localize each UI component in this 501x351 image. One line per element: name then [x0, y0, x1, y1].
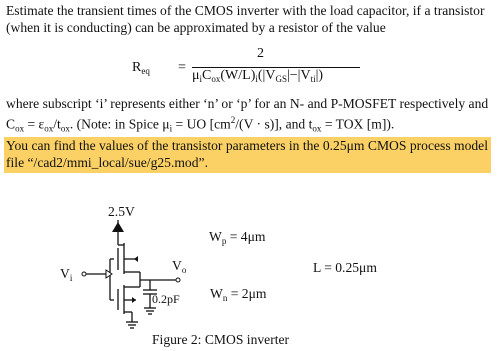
figure-caption: Figure 2: CMOS inverter — [152, 332, 290, 347]
capacitance-label: 0.2pF — [152, 292, 180, 306]
wn-label: $W_n = 2\mu m$ — [210, 286, 267, 303]
formula-numerator: 2 — [257, 46, 264, 61]
formula-equals: = — [178, 60, 186, 75]
input-inverter-icon — [106, 270, 112, 278]
supply-label: 2.5V — [108, 204, 135, 219]
intro-paragraph: Estimate the transient times of the CMOS inverter with the load capacitor, if a transistor (when it is conducting) can be approximated by a resistor of the value — [6, 3, 485, 35]
pmos-arrow-icon — [134, 256, 138, 262]
model-file-paragraph: You can find the values of the transistor parameters in the 0.25μm CMOS process model file “/cad2/mmi_local/sue/g25.mod”. — [6, 138, 488, 170]
definition-paragraph: where subscript ‘i’ represents either ‘n’ or ‘p’ for an N- and P-MOSFET respectively and $C_{ox} = \varepsilon_{ox}/t_{ox}$. (Note: in Spice $\mu_i$ = UO $[cm^2/(V \cdot s)]$, and $t_{ox}$ = TOX [m]). — [6, 96, 489, 134]
formula-lhs: $R_{eq}$ — [132, 60, 150, 76]
nmos-arrow-icon — [132, 297, 136, 303]
input-label: $V_i$ — [60, 266, 73, 283]
input-terminal-icon — [82, 272, 86, 276]
wp-label: $W_p = 4\mu m$ — [209, 229, 266, 246]
output-terminal-icon — [176, 278, 180, 282]
length-label: L = 0.25μm — [313, 260, 377, 275]
output-label: $V_o$ — [172, 258, 187, 275]
supply-arrow-icon — [112, 222, 124, 232]
formula-denominator: $\mu_iC_{ox}(W/L)_i(|V_{GS}|-|V_{ti}|)$ — [192, 68, 324, 84]
